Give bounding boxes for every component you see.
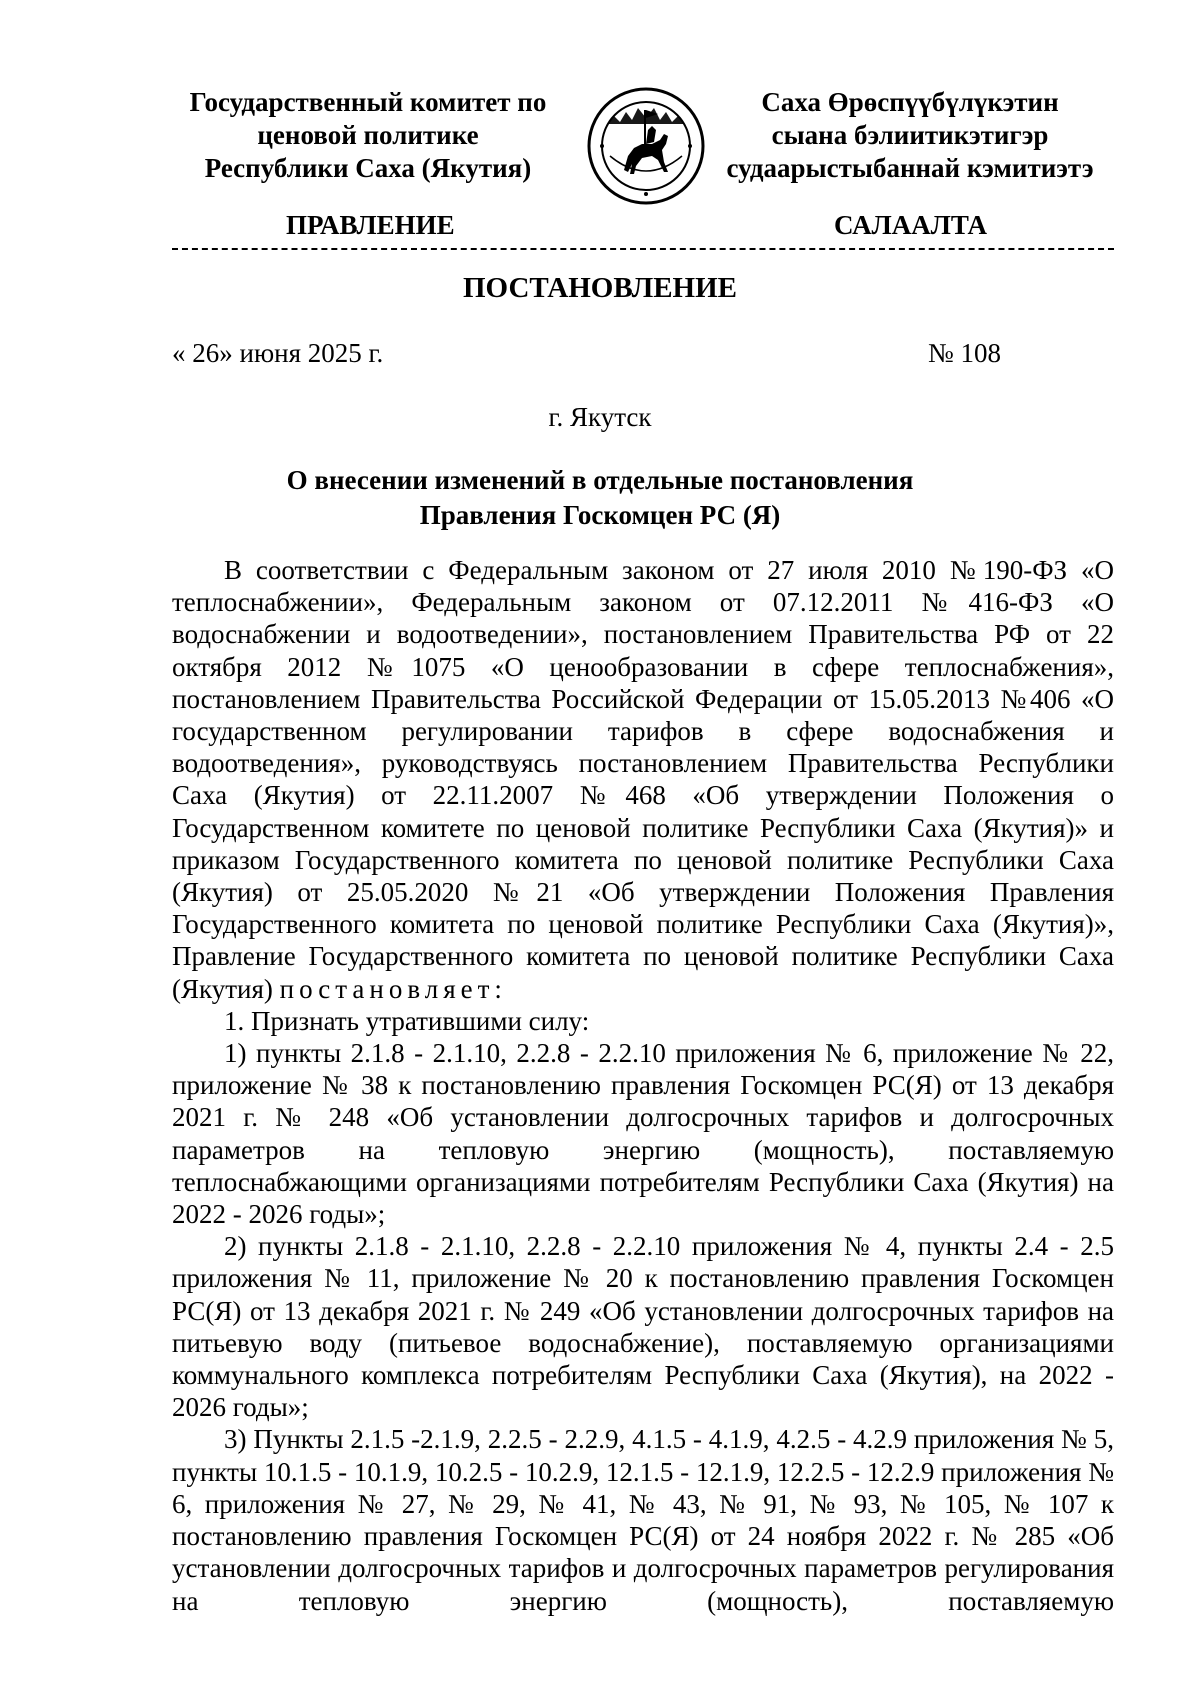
- document-body: [172, 554, 1114, 1617]
- header-right-line-2: сыана бэлиитикэтигэр: [771, 120, 1049, 150]
- subject-line-1: О внесении изменений в отдельные постановления: [286, 465, 914, 495]
- header-right-line-3: судаарыстыбаннай кэмитиэтэ: [726, 153, 1094, 183]
- header-divider: [172, 248, 1114, 250]
- header-left-line-2: ценовой политике: [257, 120, 479, 150]
- document-date: « 26» июня 2025 г.: [172, 338, 384, 368]
- preamble-paragraph: [172, 554, 1114, 1005]
- header-left-line-3: Республики Саха (Якутия): [204, 153, 532, 183]
- header-right-sakha: [710, 86, 1110, 185]
- subitem-1-paragraph: 1) пункты 2.1.8 - 2.1.10, 2.2.8 - 2.2.10 приложения № 6, приложение № 22, приложение № 38 к постановлению правления Госкомцен РС(Я) от 13 декабря 2021 г. № 248 «Об установлении долгосрочных тарифов и долгосрочных параметров на тепловую энергию (мощность), поставляемую теплоснабжающими организациями потребителям Республики Саха (Якутия) на 2022 - 2026 годы»;: [172, 1038, 1114, 1230]
- subitem-2-paragraph: 2) пункты 2.1.8 - 2.1.10, 2.2.8 - 2.2.10 приложения № 4, пункты 2.4 - 2.5 приложения № 11, приложение № 20 к постановлению правления Госкомцен РС(Я) от 13 декабря 2021 г. № 249 «Об установлении долгосрочных тарифов на питьевую воду (питьевое водоснабжение), поставляемую организациями коммунального комплекса потребителям Республики Саха (Якутия), на 2022 - 2026 годы»;: [172, 1231, 1114, 1423]
- subject-line-2: Правления Госкомцен РС (Я): [419, 500, 781, 530]
- header-left-ru: [168, 86, 568, 185]
- document-city: г. Якутск: [548, 402, 652, 432]
- board-label-sakha: САЛААЛТА: [834, 210, 988, 240]
- resolves-text: постановляет:: [279, 973, 507, 1004]
- item-1-paragraph: 1. Признать утратившими силу:: [224, 1005, 590, 1036]
- coat-of-arms-icon: [586, 86, 706, 206]
- document-subject: [0, 463, 1200, 533]
- header-left-line-1: Государственный комитет по: [189, 87, 547, 117]
- header-right-line-1: Саха Өрөспүүбүлүкэтин: [761, 87, 1059, 117]
- subitem-3-paragraph: 3) Пункты 2.1.5 -2.1.9, 2.2.5 - 2.2.9, 4.1.5 - 4.1.9, 4.2.5 - 4.2.9 приложения № 5, пункты 10.1.5 - 10.1.9, 10.2.5 - 10.2.9, 12.1.5 - 12.1.9, 12.2.5 - 12.2.9 приложения № 6, приложения № 27, № 29, № 41, № 43, № 91, № 93, № 105, № 107 к постановлению правления Госкомцен РС(Я) от 24 ноября 2022 г. № 285 «Об установлении долгосрочных тарифов и долгосрочных параметров регулирования на тепловую энергию (мощность), поставляемую: [172, 1424, 1114, 1616]
- document-type-title: ПОСТАНОВЛЕНИЕ: [462, 272, 737, 304]
- board-label-ru: ПРАВЛЕНИЕ: [286, 210, 455, 240]
- preamble-text: В соответствии с Федеральным законом от 27 июля 2010 №190-ФЗ «О теплоснабжении», Федеральным законом от 07.12.2011 №416-ФЗ «О водоснабжении и водоотведении», постановлением Правительства РФ от 22 октября 2012 №1075 «О ценообразовании в сфере теплоснабжения», постановлением Правительства Российской Федерации от 15.05.2013 №406 «О государственном регулировании тарифов в сфере водоснабжения и водоотведения», руководствуясь постановлением Правительства Республики Саха (Якутия) от 22.11.2007 №468 «Об утверждении Положения о Государственном комитете по ценовой политике Республики Саха (Якутия)» и приказом Государственного комитета по ценовой политике Республики Саха (Якутия) от 25.05.2020 №21 «Об утверждении Положения Правления Государственного комитета по ценовой политике Республики Саха (Якутия)», Правление Государственного комитета по ценовой политике Республики Саха (Якутия): [172, 555, 1114, 1004]
- document-number: № 108: [928, 338, 1002, 368]
